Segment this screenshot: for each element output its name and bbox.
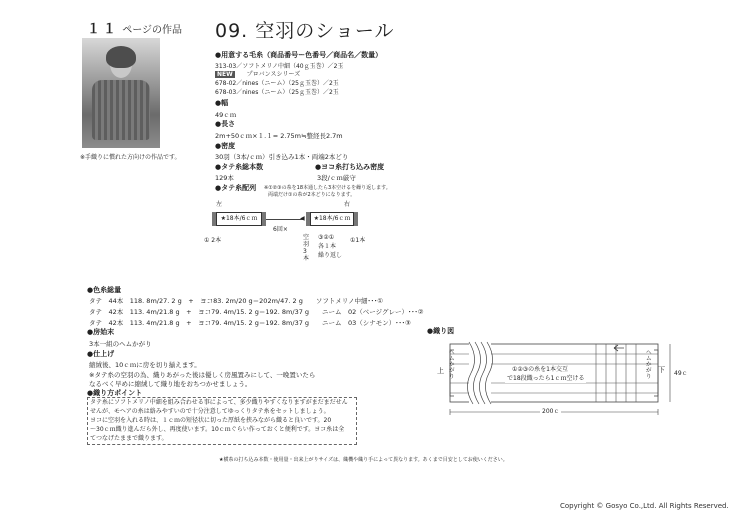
weft-density-heading: ● ヨコ糸打ち込み密度 bbox=[315, 163, 384, 172]
density-value: 30羽（3本/ｃｍ）引き込み1本・両端2本どり bbox=[215, 153, 349, 161]
warp-chunk-left: ★18本/6ｃｍ bbox=[216, 212, 262, 226]
color-total-heading: ● 色糸総量 bbox=[87, 286, 121, 295]
hair-shape bbox=[106, 46, 136, 68]
color-total-row-2: タテ 42本 113. 4m/21.8 g + ヨコ79. 4m/15. 2 g＝192. 8m/37 g ニーム 02（ベージグレー）･･･② bbox=[89, 308, 424, 316]
length-heading: ● 長さ bbox=[215, 120, 235, 129]
repeat-arrow-line bbox=[266, 219, 304, 220]
repeat-loop: 繰り返し bbox=[318, 252, 343, 259]
points-line-5: てつなげたままで織ります。 bbox=[90, 435, 168, 442]
warp-order-note-1: ※①②③の糸を18本通したら3本空けるを繰り返します。 bbox=[264, 185, 391, 191]
warp-chunk-right: ★18本/6ｃｍ bbox=[310, 212, 354, 226]
points-line-4: ～30ｃｍ織り進んだら外し、再度使います。10ｃｍぐらい作っておくと便利です。ヨコ糸は全 bbox=[90, 426, 345, 433]
weave-top-label: 上 bbox=[437, 367, 444, 375]
skip-label bbox=[303, 234, 310, 262]
repeat-each: 各１本 bbox=[318, 243, 337, 250]
warp-order-heading: ● タテ糸配列 bbox=[215, 184, 256, 193]
right-edge-band bbox=[354, 212, 358, 226]
finish-heading: ● 仕上げ bbox=[87, 350, 114, 359]
weave-heading: ● 織り図 bbox=[427, 327, 454, 336]
weave-center-line-1: ①②③の糸を1本交互 bbox=[512, 366, 568, 373]
weave-left-side bbox=[449, 350, 456, 380]
page-number: １１ bbox=[87, 22, 120, 37]
weave-right-side-text: へムかがり bbox=[646, 350, 652, 380]
yarn-line-3: 678-03／nines（ニーム）（25ｇ玉巻）／2玉 bbox=[215, 89, 339, 96]
start-value: 3本一組のヘムかがり bbox=[89, 340, 152, 348]
page-title: 09. 空羽のショール bbox=[215, 20, 395, 42]
finish-line-2: ※タテ糸の空羽の為、織りあがった後は優しく房風置みにして、一晩置いたら bbox=[89, 371, 316, 379]
color-total-row-3: タテ 42本 113. 4m/21.8 g + ヨコ79. 4m/15. 2 g＝192. 8m/37 g ニーム 03（シナモン）･･･③ bbox=[89, 319, 411, 327]
finish-line-1: 縮絨後、10ｃｍに房を切り揃えます。 bbox=[89, 361, 201, 369]
weave-right-side bbox=[646, 350, 653, 380]
yarn-heading: ● 用意する毛糸（商品番号ー色番号／商品名／数量） bbox=[215, 51, 382, 60]
footnote: ★横糸の打ち込み本数・使用量・出来上がりサイズは、織機や織り手によって異なります。あくまで目安としてお使いください。 bbox=[219, 457, 508, 463]
page-suffix: ページの作品 bbox=[122, 25, 183, 36]
warp-total-value: 129本 bbox=[215, 174, 234, 182]
width-heading: ● 幅 bbox=[215, 99, 228, 108]
weave-bottom-label: 下 bbox=[658, 366, 665, 374]
color-total-row-1: タテ 44本 118. 8m/27. 2 g + ヨコ83. 2m/20 g＝202m/47. 2 g ソフトメリノ中細･･･① bbox=[89, 297, 384, 305]
repeat-count: 6回× bbox=[273, 226, 288, 233]
finish-line-3: なるべく早めに縮絨して織り地をおちつかせましょう。 bbox=[89, 380, 252, 388]
repeat-arrow-icon: ◀ bbox=[300, 215, 305, 222]
copyright: Copyright © Gosyo Co.,Ltd. All Rights Reserved. bbox=[560, 502, 729, 510]
right-brace bbox=[654, 350, 658, 396]
weave-center-line-2: で18段織ったら1ｃｍ空ける bbox=[507, 375, 585, 382]
warp-left-bottom: ① 2本 bbox=[204, 237, 222, 244]
page-reference bbox=[87, 18, 182, 37]
warp-left-label: 左 bbox=[216, 201, 223, 208]
warp-order-note-2: 両端だけ①の糸が2本どりになります。 bbox=[268, 192, 356, 198]
warp-right-bottom: ①1本 bbox=[350, 237, 366, 244]
skip-label-text: 空羽3本 bbox=[303, 234, 310, 262]
photo-caption: ※手織りに慣れた方向けの作品です。 bbox=[80, 154, 181, 161]
arrow-icon bbox=[614, 345, 624, 351]
width-value: 49ｃｍ bbox=[215, 111, 237, 119]
start-heading: ● 房始末 bbox=[87, 328, 114, 337]
new-badge: NEW bbox=[217, 71, 233, 78]
points-line-3: ヨコに空羽を入れる時は、１ｃｍの短径状に切った厚紙を挟みながら織ると良いです。20 bbox=[90, 417, 332, 424]
density-heading: ● 密度 bbox=[215, 142, 235, 151]
weave-left-side-text: へムかがり bbox=[449, 350, 455, 380]
weave-width: 49ｃ bbox=[674, 370, 688, 377]
length-value: 2m+50ｃｍ×１.１= 2.75m≒整経長2.7m bbox=[215, 132, 343, 140]
model-photo bbox=[82, 38, 160, 148]
yarn-line-1: 313-03／ソフトメリノ中細（40ｇ玉巻）／2玉 bbox=[215, 63, 344, 70]
warp-total-heading: ● タテ糸総本数 bbox=[215, 163, 263, 172]
warp-right-label: 右 bbox=[344, 201, 351, 208]
new-row bbox=[215, 71, 300, 79]
yarn-line-2: 678-02／nines（ニーム）（25ｇ玉巻）／2玉 bbox=[215, 80, 339, 87]
shawl-shape bbox=[92, 80, 150, 140]
points-heading: ● 織り方ポイント bbox=[87, 389, 142, 398]
new-series: プロバンスシリーズ bbox=[246, 71, 301, 78]
repeat-nums: ③②① bbox=[318, 234, 335, 241]
weft-density-value: 3段/ｃｍ厳守 bbox=[317, 174, 356, 182]
points-line-2: せんが、モヘアの糸は絡みやすいので十分注意してゆっくりタテ糸をセットしましょう。 bbox=[90, 408, 330, 415]
points-line-1: タテ糸にソフトメリノ中細を組み合わせる事によって、多少織りやすくなりますがまだまだせん bbox=[90, 399, 348, 406]
weave-length: 200ｃ bbox=[542, 408, 560, 415]
